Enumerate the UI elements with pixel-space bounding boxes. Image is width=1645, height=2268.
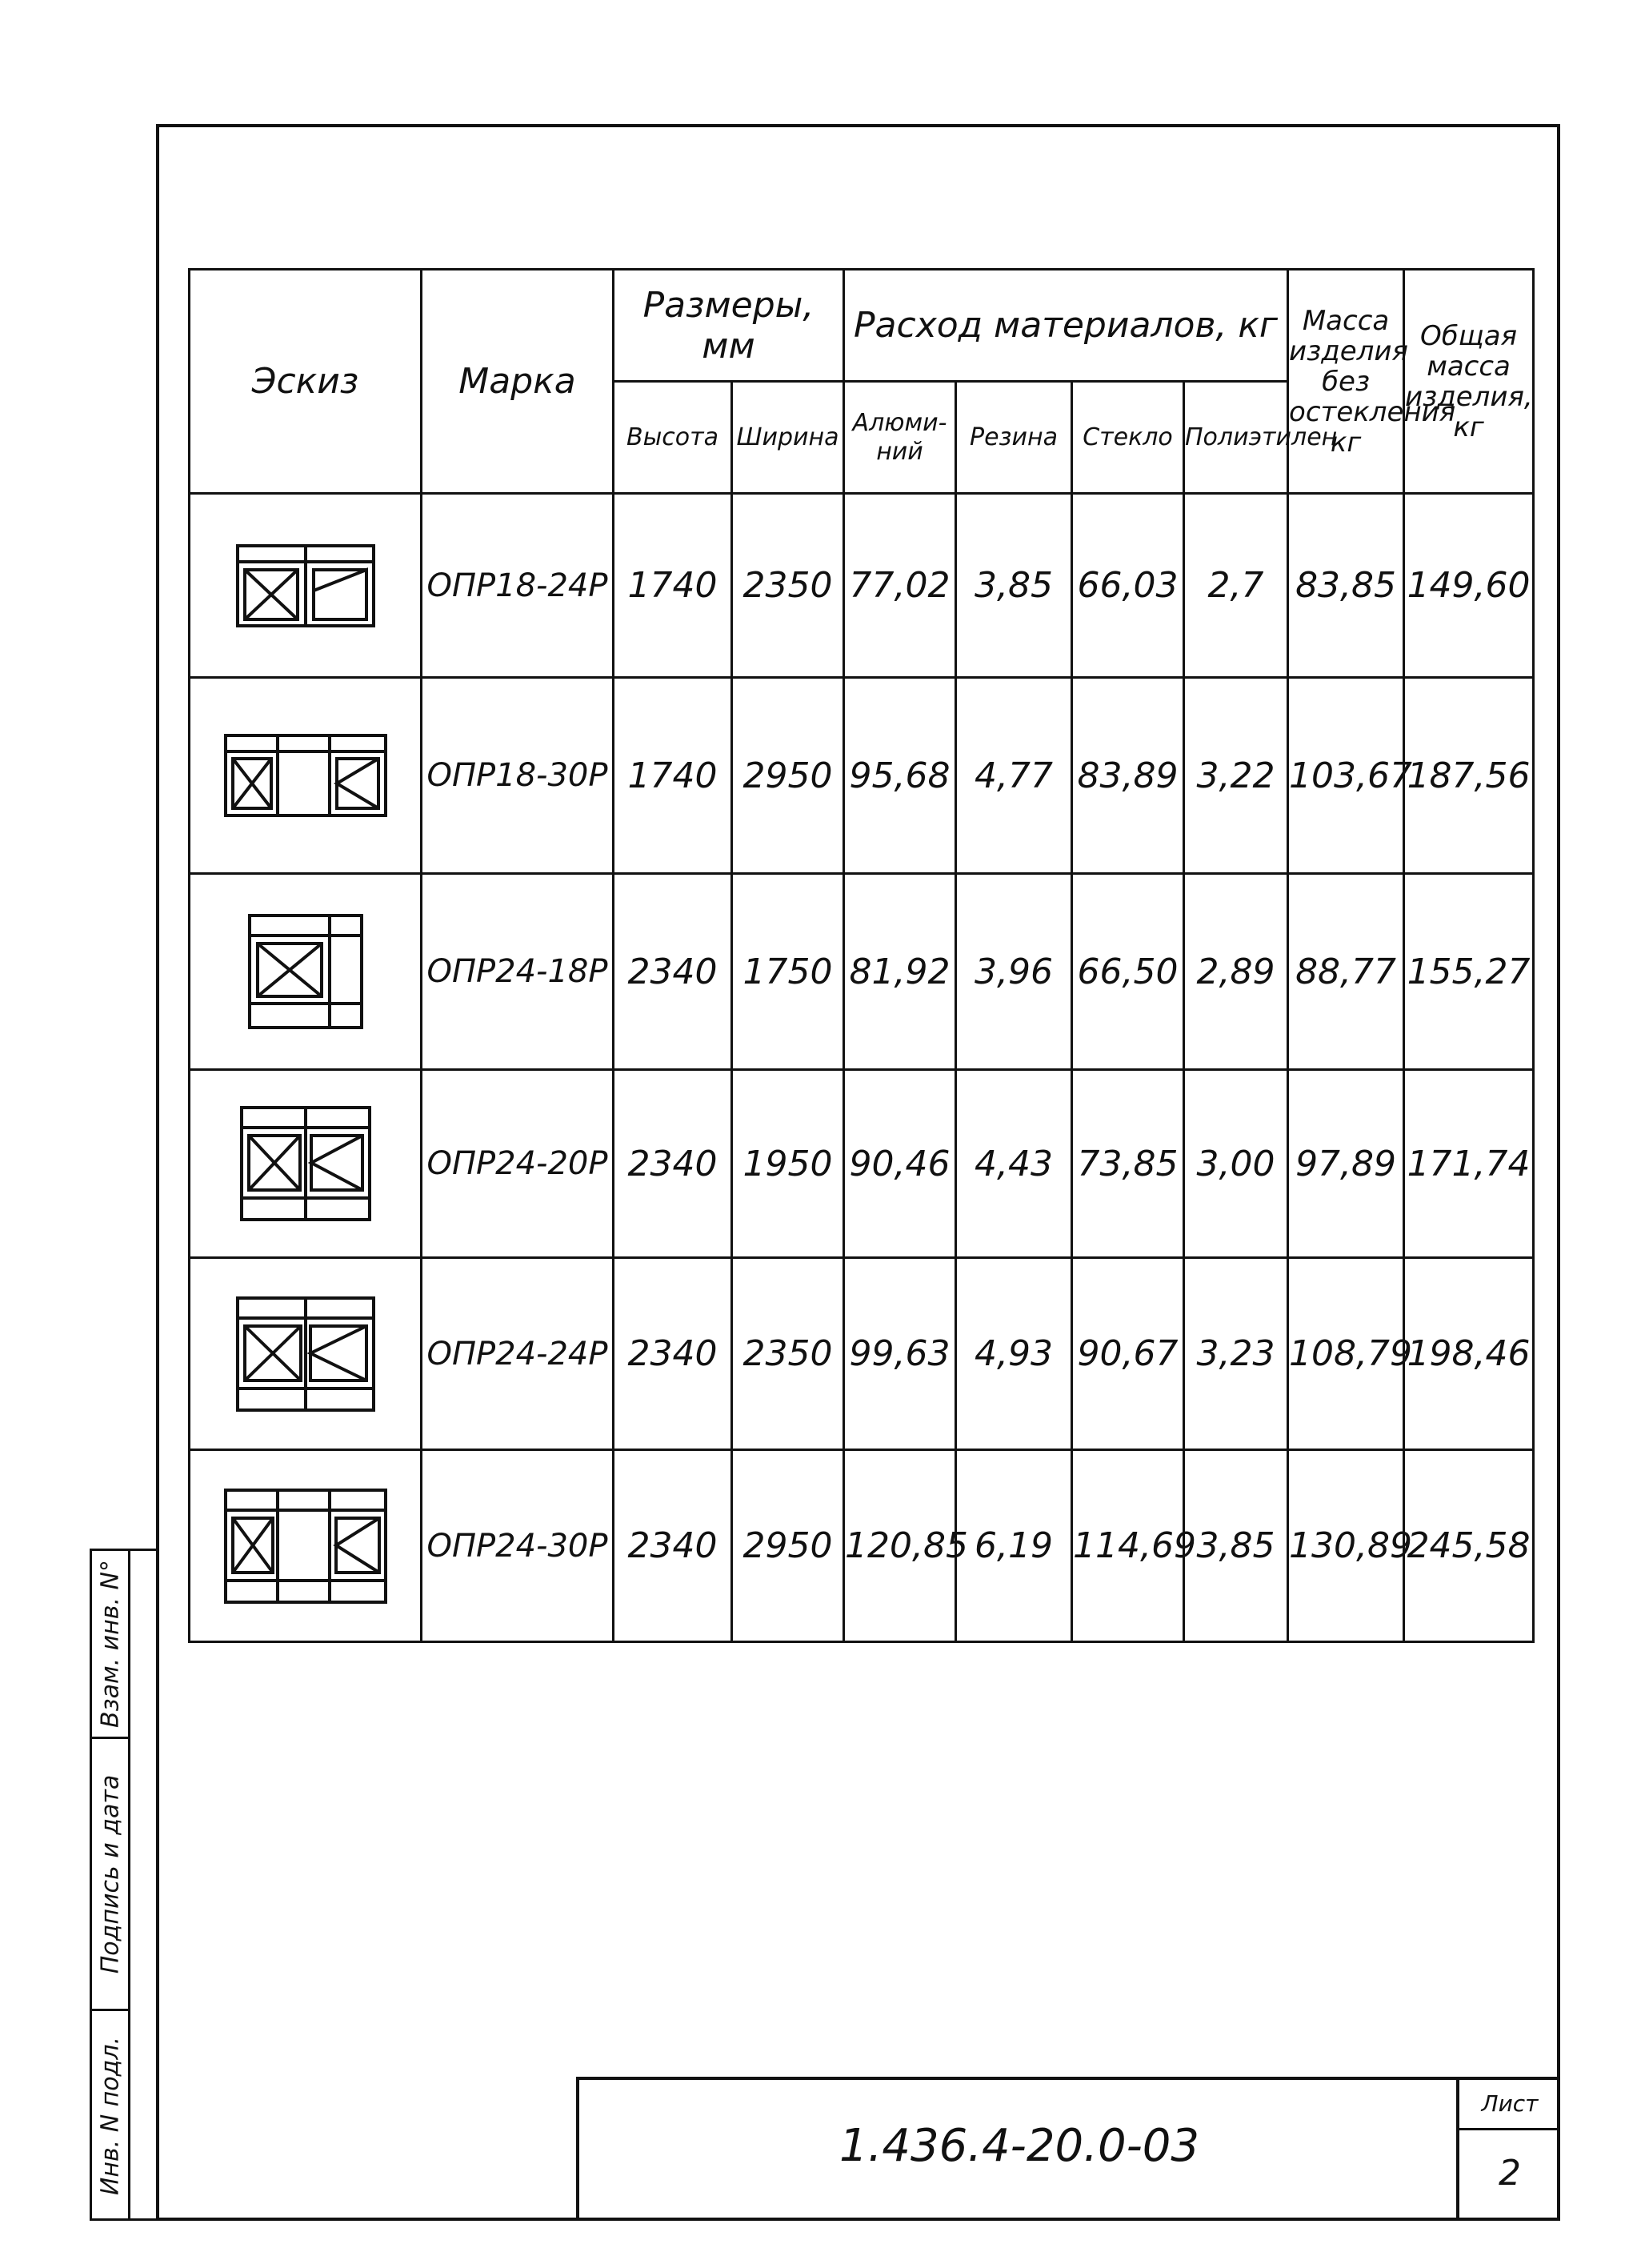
cell-mass-no-glass: 88,77 [1288, 874, 1404, 1070]
cell-width: 2950 [732, 678, 844, 874]
cell-total-mass: 149,60 [1404, 494, 1534, 678]
sheet-box [1456, 2080, 1560, 2221]
cell-polyethylene: 2,89 [1184, 874, 1288, 1070]
header-width: Ширина [732, 382, 844, 494]
side-stamp [90, 1549, 156, 2221]
header-aluminum: Алюми-ний [844, 382, 956, 494]
cell-glass: 83,89 [1072, 678, 1184, 874]
cell-polyethylene: 3,22 [1184, 678, 1288, 874]
side-cell-inv-orig [92, 2011, 128, 2221]
cell-height: 2340 [614, 1258, 732, 1450]
cell-height: 1740 [614, 678, 732, 874]
cell-total-mass: 198,46 [1404, 1258, 1534, 1450]
header-total-mass: Общая масса изделия, кг [1404, 270, 1534, 494]
cell-aluminum: 81,92 [844, 874, 956, 1070]
cell-mass-no-glass: 108,79 [1288, 1258, 1404, 1450]
cell-mass-no-glass: 130,89 [1288, 1450, 1404, 1642]
cell-aluminum: 95,68 [844, 678, 956, 874]
header-height: Высота [614, 382, 732, 494]
cell-rubber: 4,43 [956, 1070, 1072, 1258]
cell-glass: 114,69 [1072, 1450, 1184, 1642]
cell-aluminum: 99,63 [844, 1258, 956, 1450]
table-row [190, 678, 1534, 874]
table-row [190, 1258, 1534, 1450]
cell-width: 2350 [732, 1258, 844, 1450]
row-mark: ОПР24-18Р [422, 874, 614, 1070]
cell-total-mass: 187,56 [1404, 678, 1534, 874]
cell-aluminum: 120,85 [844, 1450, 956, 1642]
cell-mass-no-glass: 83,85 [1288, 494, 1404, 678]
header-materials: Расход материалов, кг [844, 270, 1288, 382]
side-label-signature-date: Подпись и дата [96, 1774, 124, 1973]
cell-width: 2350 [732, 494, 844, 678]
cell-glass: 66,03 [1072, 494, 1184, 678]
header-dimensions: Размеры, мм [614, 270, 844, 382]
side-cell-signature [92, 1739, 128, 2011]
sheet-label: Лист [1459, 2080, 1560, 2130]
cell-glass: 73,85 [1072, 1070, 1184, 1258]
header-glass: Стекло [1072, 382, 1184, 494]
cell-polyethylene: 3,00 [1184, 1070, 1288, 1258]
row-mark: ОПР24-30Р [422, 1450, 614, 1642]
materials-table [188, 268, 1535, 1643]
cell-rubber: 4,93 [956, 1258, 1072, 1450]
cell-polyethylene: 3,85 [1184, 1450, 1288, 1642]
header-sketch: Эскиз [190, 270, 422, 494]
row-mark: ОПР18-24Р [422, 494, 614, 678]
cell-height: 2340 [614, 1450, 732, 1642]
cell-mass-no-glass: 97,89 [1288, 1070, 1404, 1258]
side-label-replacement-inv: Взам. инв. N° [96, 1560, 124, 1728]
cell-height: 2340 [614, 1070, 732, 1258]
row-mark: ОПР24-20Р [422, 1070, 614, 1258]
cell-width: 2950 [732, 1450, 844, 1642]
header-mark: Марка [422, 270, 614, 494]
window-sketch [190, 1258, 422, 1450]
window-sketch [190, 494, 422, 678]
cell-glass: 90,67 [1072, 1258, 1184, 1450]
side-divider [128, 1551, 130, 2218]
side-label-inv-orig: Инв. N подл. [96, 2036, 124, 2196]
window-sketch [190, 1450, 422, 1642]
sheet-number: 2 [1499, 2153, 1521, 2194]
cell-height: 2340 [614, 874, 732, 1070]
cell-rubber: 3,96 [956, 874, 1072, 1070]
side-cell-replacement [92, 1551, 128, 1739]
window-sketch [190, 678, 422, 874]
cell-total-mass: 171,74 [1404, 1070, 1534, 1258]
row-mark: ОПР18-30Р [422, 678, 614, 874]
header-rubber: Резина [956, 382, 1072, 494]
header-polyethylene: Полиэтилен [1184, 382, 1288, 494]
table-row [190, 494, 1534, 678]
row-mark: ОПР24-24Р [422, 1258, 614, 1450]
cell-glass: 66,50 [1072, 874, 1184, 1070]
cell-width: 1950 [732, 1070, 844, 1258]
cell-rubber: 4,77 [956, 678, 1072, 874]
header-mass-no-glass: Масса изделия без остекления кг [1288, 270, 1404, 494]
cell-width: 1750 [732, 874, 844, 1070]
cell-total-mass: 155,27 [1404, 874, 1534, 1070]
cell-rubber: 3,85 [956, 494, 1072, 678]
window-sketch [190, 874, 422, 1070]
title-block [576, 2077, 1560, 2221]
cell-polyethylene: 3,23 [1184, 1258, 1288, 1450]
table-row [190, 1070, 1534, 1258]
cell-mass-no-glass: 103,67 [1288, 678, 1404, 874]
cell-rubber: 6,19 [956, 1450, 1072, 1642]
table-row [190, 874, 1534, 1070]
cell-total-mass: 245,58 [1404, 1450, 1534, 1642]
cell-aluminum: 90,46 [844, 1070, 956, 1258]
window-sketch [190, 1070, 422, 1258]
cell-aluminum: 77,02 [844, 494, 956, 678]
cell-polyethylene: 2,7 [1184, 494, 1288, 678]
document-code: 1.436.4-20.0-03 [839, 2120, 1200, 2172]
table-row [190, 1450, 1534, 1642]
cell-height: 1740 [614, 494, 732, 678]
